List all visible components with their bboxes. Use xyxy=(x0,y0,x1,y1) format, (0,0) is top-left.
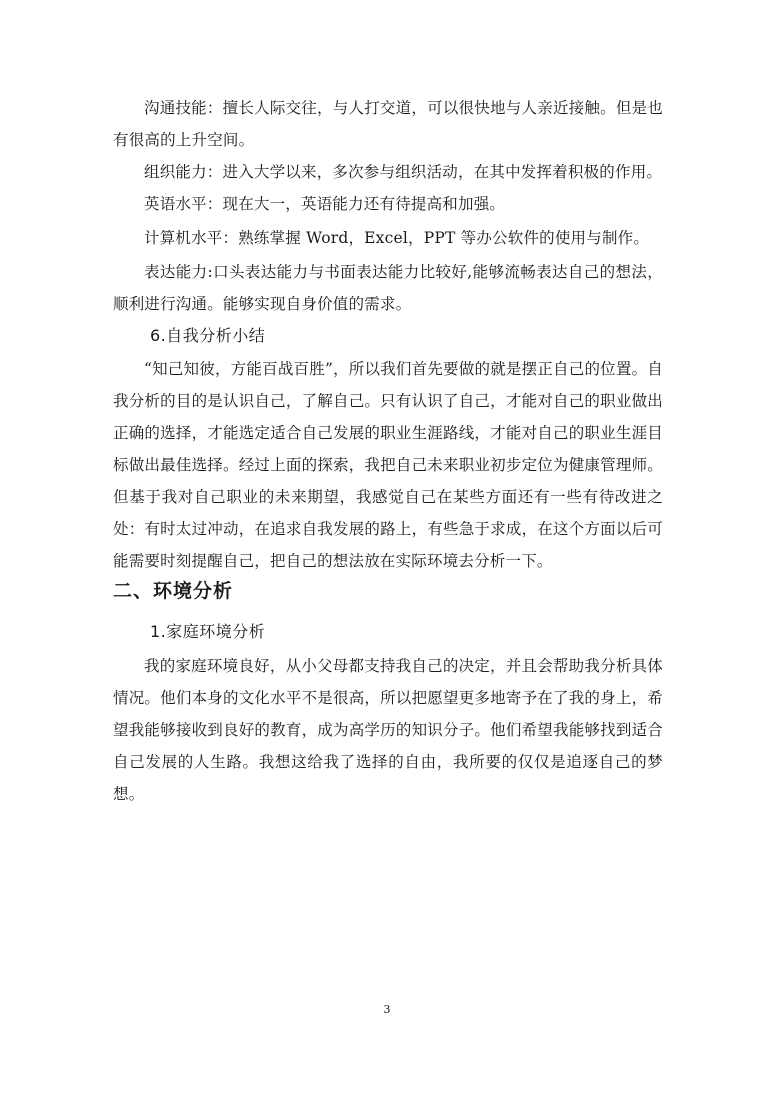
paragraph-organization-ability: 组织能力：进入大学以来，多次参与组织活动，在其中发挥着积极的作用。 xyxy=(144,163,663,181)
paragraph-self-analysis-summary: “知己知彼，方能百战百胜”，所以我们首先要做的就是摆正自己的位置。自我分析的目的是认识自己，了解自己。只有认识了自己，才能对自己的职业做出正确的选择，才能选定适合自己发展的职业生涯路线，才能对自己的职业生涯目标做出最佳选择。经过上面的探索，我把自己未来职业初步定位为健康管理师。但基于我对自己职业的未来期望，我感觉自己在某些方面还有一些有待改进之处：有时太过冲动，在追求自我发展的路上，有些急于求成，在这个方面以后可能需要时刻提醒自己，把自己的想法放在实际环境去分析一下。 xyxy=(113,360,663,570)
section-heading-family-environment: 1.家庭环境分析 xyxy=(150,622,266,641)
section-heading-self-analysis-summary: 6.自我分析小结 xyxy=(150,326,266,345)
paragraph-communication-skills: 沟通技能：擅长人际交往，与人打交道，可以很快地与人亲近接触。但是也有很高的上升空间。 xyxy=(113,99,663,149)
paragraph-computer-level: 计算机水平：熟练掌握 Word，Excel，PPT 等办公软件的使用与制作。 xyxy=(144,229,650,247)
chapter-heading-environment-analysis: 二、环境分析 xyxy=(113,580,234,602)
paragraph-family-environment: 我的家庭环境良好，从小父母都支持我自己的决定，并且会帮助我分析具体情况。他们本身的文化水平不是很高，所以把愿望更多地寄予在了我的身上，希望我能够接收到良好的教育，成为高学历的知识分子。他们希望我能够找到适合自己发展的人生路。我想这给我了选择的自由，我所要的仅仅是追逐自己的梦想。 xyxy=(113,657,663,803)
paragraph-expression-ability: 表达能力:口头表达能力与书面表达能力比较好,能够流畅表达自己的想法，顺利进行沟通。能够实现自身价值的需求。 xyxy=(113,263,663,313)
page-number: 3 xyxy=(383,1003,391,1016)
paragraph-english-level: 英语水平：现在大一，英语能力还有待提高和加强。 xyxy=(144,195,506,213)
